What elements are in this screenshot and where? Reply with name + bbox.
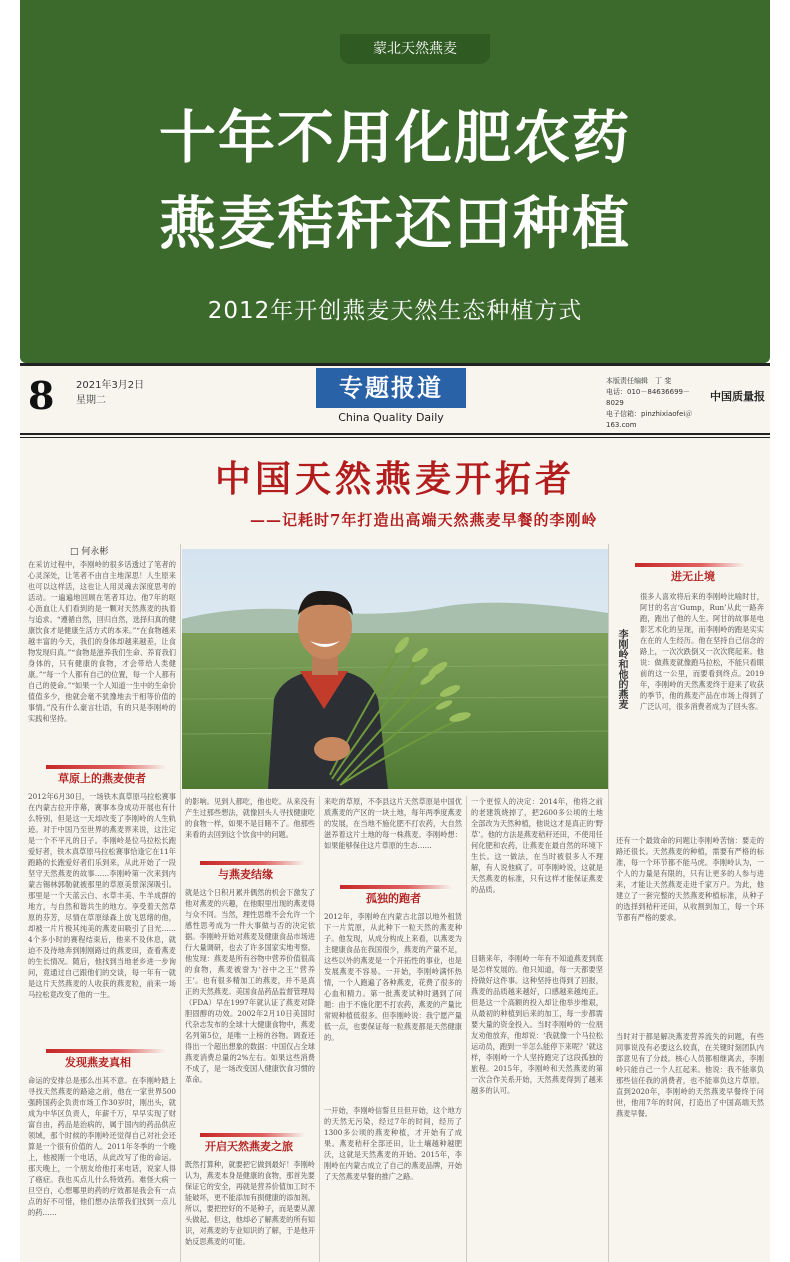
- column-divider-1: [180, 544, 181, 1262]
- paper-name-en: China Quality Daily: [338, 411, 444, 424]
- body-col3-a: 来吃的草原，不李县这片天然草原是中国优质燕麦的产区的一块土地，每年两季度燕麦的发展，在当地不施化肥不打农药，大自然滋养着这片土地的每一株燕麦。李刚岭想：如果能够保住这片草原的生态……: [324, 797, 462, 850]
- farmer-oat-field-illustration: [182, 549, 608, 789]
- section-bar-2: [46, 1049, 166, 1053]
- body-col2-b: 就是这个日积月累并偶然的机会下激发了他对燕麦的兴趣，在他眼里出现的燕麦得与众不同。当然，理性思维不会允许一个感性思考成为一件大事做与否的决定依据。李刚岭开始对燕麦及健康食品市场进行大量调研，也去了许多国家实地考察。他发现：燕麦是所有谷物中营养价值很高的食物，燕麦被誉为‘谷中之王’‘营养王’。也有很多精加工的燕麦，并不是真正的天然燕麦。美国食品药品监督管理局（FDA）早在1997年就认证了燕麦对降胆固醇的功效。2002年2月10日美国时代杂志发布的全球十大健康食物中，燕麦名列第5位，是唯一上榜的谷物。调查还得出一个超出想象的数据：中国仅占全球燕麦消费总量的2%左右。如果这些消费不成了，是一场改变国人健康饮食习惯的革命。: [185, 888, 315, 1084]
- newspaper-page: [20, 363, 770, 1262]
- section-bar-4: [200, 1133, 305, 1137]
- section-head-2: 发现燕麦真相: [65, 1056, 131, 1069]
- body-col1-b: 2012年6月30日，一场铁木真草原马拉松赛事在内蒙古拉开序幕，赛事本身成功开展也有什么特别，但是这一天却改变了李刚岭的人生轨迹。对于中国乃至世界的燕麦界来说，这注定是一个不平凡的日子。李刚岭是位马拉松长跑爱好者，铁木真草原马拉松赛事恰逢它在11年跑路的长跑爱好者们乐到来，从此开始了一段坚守天然燕麦的故事……李刚岭第一次来到内蒙古锡林郭勒就被那里的草原美景深深吸引。那里是一个天蓝云白、水草丰美、牛羊成群的地方，与自然和谐共生的地方。享受着天然草原的芬芳，尽情在草原绿森上放飞思绪的他，却被一片片极其纯美的燕麦田吸引了目光……4个多小时的赛程结束后，他来不及休息，就迫不及待地奔到刚刚路过的燕麦田，查看燕麦的生长情况。随后，他找到当地老乡进一步询问，竟通过自己跟他们的交谈，每一年有一就是这片天然燕麦的人收获的燕麦粒，前来一场马拉松竟改变了他的一生。: [28, 792, 176, 999]
- body-col2-a: 的影响。见到人都吃，他也吃。从来没有产生过那些想法，就像回头人寻找健康吃的食物一样，如果不是目睹不了。他那些来看的去回到这个饮食中的问题。: [185, 797, 315, 839]
- body-col5-c: 当时对于都是解决燕麦营养流失的问题，有些同事说没有必要这么较真，在关键时刻团队内部意见有了分歧。核心人员都相继离去，李刚岭只能自己一个人扛起来。他说：我不能辜负那些信任我的消费者，也不能辜负这片草原。直到2020年，李刚岭的天然燕麦早餐终于问世，他用7年的时间，打造出了中国高端天然燕麦早餐。: [616, 1032, 764, 1118]
- masthead-rule-thin: [20, 437, 770, 438]
- body-col1-c: 命运的安排总是那么出其不意。在李刚岭踏上寻找天然燕麦的路途之前，他在一家世界500强跨国药企负责市场工作30岁时，刚出头，就成为中华区负责人，年薪千万，早早实现了财富自由，药品是治病的，属于国内的药品供应领域，那个时候的李刚岭还觉得自己对社会还算是一个很有价值的人。2011年冬季的一个晚上，他被刚一个电话，从此改写了他的命运。那天晚上，一个朋友给他打来电话，说家人得了癌症。我也买点儿什么特效药。难怪大病一旦空白，心想哪里的药的疗效都是我会有一点点的好不可惜，他们想办法帮我们找到一点儿的药……: [28, 1076, 176, 1217]
- section-head-4: 开启天然燕麦之旅: [205, 1140, 293, 1153]
- section-bar-6: [635, 563, 745, 567]
- column-divider-3: [466, 796, 467, 1262]
- brand-tab: 蒙北天然燕麦: [340, 34, 490, 64]
- photo-caption-box: [614, 549, 634, 789]
- body-col4-b: 目睹来年，李刚岭一年有不知道燕麦到底是怎样发展的。他只知道，每一天都要坚持做好这件事。这种坚持也得到了回报，燕麦的品质越来越好，口感越来越纯正。但是这一个高额的投入却让他举步维艰，从最初的种植到后来的加工，每一步都需要大量的资金投入。当时李刚岭的一位朋友劝他放弃，他却说：‘我就像一个马拉松运动员，跑到一半怎么能停下来呢？’就这样，李刚岭一个人坚持跑完了这段孤独的旅程。2015年，李刚岭和天然燕麦的第一次合作关系开始，天然燕麦得到了越来越多的认可。: [471, 954, 603, 1095]
- page-weekday: 星期二: [76, 395, 106, 406]
- body-col5-a: 很多人喜欢将后来的李刚岭比喻时甘，阿甘的名言‘Gump，Run’从此一路奔跑，跑出了他的人生。阿甘的故事是电影艺术化的呈现，而李刚岭的跑是实实在在的人生经历。他在坚持自己信念的路上，一次次跌倒又一次次爬起来。他说：做燕麦就像跑马拉松，不能只看眼前的这一公里，而要看到终点。2019年，李刚岭的天然燕麦终于迎来了收获的季节，他的燕麦产品在市场上得到了广泛认可，很多消费者成为了回头客。: [640, 592, 764, 711]
- section-head-1: 草原上的燕麦使者: [58, 772, 146, 785]
- section-bar-1: [46, 765, 166, 769]
- section-bar-3: [200, 861, 305, 865]
- column-title: 专题报道: [316, 368, 466, 408]
- masthead-top-rule: [20, 363, 770, 366]
- phone-line: 电话：010－84636699－8029: [606, 388, 690, 407]
- article-photo: [182, 549, 608, 789]
- section-bar-5: [340, 885, 452, 889]
- byline: □ 何永彬: [70, 547, 109, 557]
- body-col2-c: 既然打算种，就要把它做到最好！李刚岭认为，燕麦本身是健康的食物，那首先要保证它的安全，再就是营养价值加工时不能破坏，更不能添加有损健康的添加剂。所以，要把控好的不是种子，而是要从源头做起。但这，他却必了解燕麦的所有知识，对燕麦的专业知识的了解，于是他开始反思燕麦的可能。: [185, 1160, 315, 1246]
- body-col5-b: 还有一个最致命的问题让李刚岭苦恼：要走的路还很长。天然燕麦的种植，需要有严格的标准，每一个环节都不能马虎。李刚岭认为，一个人的力量是有限的，只有让更多的人参与进来，才能让天然燕麦走进千家万户。为此，他建立了一套完整的天然燕麦种植标准，从种子的选择到秸秆还田，从收割到加工，每一个环节都有严格的要求。: [616, 836, 764, 922]
- masthead-rule: [20, 433, 770, 435]
- body-col3-c: 一开始，李刚岭信誓旦旦但开始，这个地方的天然无污染，经过7年的时间，经历了1300多公顷的燕麦种植，才开始有了成果。燕麦秸秆全部还田，让土壤越种越肥沃，这就是天然燕麦的开始。2015年，李刚岭在内蒙古成立了自己的燕麦品牌，开始了天然燕麦早餐的推广之路。: [324, 1106, 462, 1181]
- hero-banner: [20, 0, 770, 363]
- email-line: 电子信箱：pinzhixiaofei＠163.com: [606, 410, 693, 429]
- section-head-5: 孤独的跑者: [366, 892, 421, 905]
- column-divider-4: [608, 544, 609, 1262]
- section-head-3: 与燕麦结缘: [218, 868, 273, 881]
- headline-line-2: 燕麦秸秆还田种植: [159, 191, 631, 257]
- editor-info: [606, 376, 706, 431]
- body-col1-a: 在采访过程中，李刚岭的很多话透过了笔者的心灵深处，让笔者不由自主地深思！人生原来也可以这样活，这也让人用灵魂去深度思考的活动。一遍遍地回顾在笔者耳边。他7年的呕心沥血让人们看到的是一颗对天然燕麦的执着与追求。“遵循自然，回归自然，选择归真的健康饮食才是健康生活方式的本来。”“在食物越来越丰富的今天，我们的身体却越来越差，让食物发现归真。”“食物是滋养我们生命、养育我们身体的，只有健康的食物，才会带给人类健康。”“每一个人都有自己的位置，每一个人都有自己的使命。”“如果一个人知道一生中的生命价值值多少，他就会毫不犹豫地去干相等价值的事情。”没有什么豪言壮语，有的只是李刚岭的实践和坚持。: [28, 560, 176, 723]
- article-title: 中国天然燕麦开拓者: [214, 458, 575, 500]
- photo-caption: 李刚岭和他的燕麦: [616, 629, 627, 709]
- body-col4-a: 一个更惊人的决定：2014年，他将之前的老建筑烧掉了，把2600多公顷的土地全部改为天然种植，他说这才是真正的‘野草’。他的方法是燕麦秸秆还田，不使用任何化肥和农药，让燕麦在最自然的环境下生长。这一做法，在当时被很多人不理解，有人说他疯了。可李刚岭说，这就是天然燕麦的标准，只有这样才能保证燕麦的品质。: [471, 797, 603, 894]
- editor-line: 本版责任编辑 丁 斐: [606, 377, 672, 385]
- section-head-6: 进无止境: [671, 570, 715, 583]
- body-col3-b: 2012年，李刚岭在内蒙古北部以地外租赁下一片荒原，从此种下一粒天然的燕麦种子。他发现，从成分构成上来看，以燕麦为主健康食品在我国很少，燕麦的产量不足，这些以外的燕麦是一个开拓性的事业，也是发展燕麦不容易。一开始，李刚岭满怀热情，一个人跑遍了各种燕麦，花费了很多的心血和精力。第一批燕麦试种时遇到了问题：由于不施化肥不打农药，燕麦的产量比常规种植低很多。但李刚岭说：我宁愿产量低一点，也要保证每一粒燕麦都是天然健康的。: [324, 912, 462, 1042]
- page-date-block: [76, 378, 144, 408]
- banner-subhead: 2012年开创燕麦天然生态种植方式: [207, 298, 583, 324]
- page-date: 2021年3月2日: [76, 380, 145, 391]
- article-subtitle: ——记耗时7年打造出高端天然燕麦早餐的李刚岭: [250, 511, 598, 529]
- column-divider-2: [319, 796, 320, 1262]
- headline-line-1: 十年不用化肥农药: [159, 105, 631, 171]
- paper-logo: 中国质量报: [710, 390, 765, 403]
- page-number: 8: [28, 373, 55, 418]
